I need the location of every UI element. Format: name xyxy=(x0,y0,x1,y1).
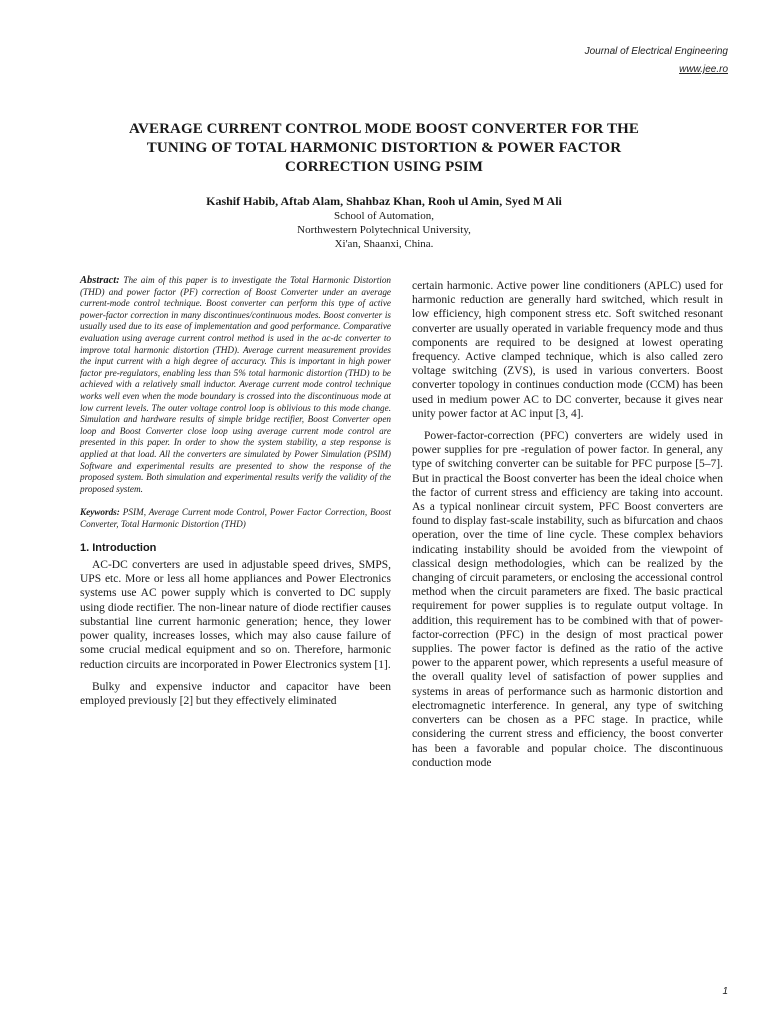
author-list: Kashif Habib, Aftab Alam, Shahbaz Khan, Rooh ul Amin, Syed M Ali xyxy=(206,194,562,208)
right-column xyxy=(412,279,723,770)
body-paragraph: AC-DC converters are used in adjustable speed drives, SMPS, UPS etc. More or less all home appliances and Power Electronics systems use AC power supply which is converted to DC supply using diode rectifier. The non-linear nature of diode rectifier causes substantial line current harmonic generation; hence, they lower power quality, increases losses, which may also cause failure of some crucial medical equipment and so on. Therefore, harmonic reduction circuits are incorporated in Power Electronics system [1]. xyxy=(80,559,391,671)
abstract xyxy=(80,275,391,495)
affiliation xyxy=(100,209,668,251)
page-number: 1 xyxy=(722,986,728,997)
abstract-label: Abstract: xyxy=(80,275,120,286)
paper-title: AVERAGE CURRENT CONTROL MODE BOOST CONVERTER FOR THE TUNING OF TOTAL HARMONIC DISTORTION & POWER FACTOR CORRECTION USING PSIM xyxy=(129,121,639,175)
journal-header xyxy=(585,43,728,79)
left-column xyxy=(80,275,391,708)
journal-url[interactable]: www.jee.ro xyxy=(679,64,728,75)
body-paragraph: certain harmonic. Active power line conditioners (APLC) used for harmonic reduction are generally hard switched, which result in low efficiency, high component stress etc. Soft switched resonant converter are usually operated in variable frequency mode and thus components are required to be designed at lowest operating frequency. Active clamped technique, which is also called zero voltage switching (ZVS), is used in various converters. Boost converter topology in continues conduction mode (CCM) has been used in medium power AC to DC converter, because it gives near unity power factor at AC input [3, 4]. xyxy=(412,280,723,420)
body-paragraph: Power-factor-correction (PFC) converters are widely used in power supplies for pre -regulation of power factor. In general, any type of switching converter can be suitable for PFC purpose [5–7]. But in practical the Boost converter has been the ideal choice when the factor of current stress and efficiency are taking into account. As a typical nonlinear circuit system, PFC Boost converters are found to display fast-scale instability, such as bifurcation and chaos operation, over the time of line cycle. These complex behaviors indicating instability should be avoided from the viewpoint of classical design methodologies, which can be realized by the changing of circuit parameters, or enclosing the accessional control method when the circuit parameters are fixed. The basic practical requirement for power supplies is to regulate output voltage. In addition, this requirement has to be combined with that of power-factor-correction (PFC) in the design of most practical power supplies. The power factor is defined as the ratio of the active power to the apparent power, which represents a useful measure of the overall quality level of satisfaction of power supplies and systems in areas of performance such as harmonic distortion and electromagnetic interference. In general, any type of switching converters can be chosen as a PFC stage. In practice, while considering the current stress and efficiency, the boost converter has been a favorable and popular choice. The discontinuous conduction mode xyxy=(412,430,723,769)
section-heading-introduction: 1. Introduction xyxy=(80,541,157,554)
body-paragraph: Bulky and expensive inductor and capacitor have been employed previously [2] but they effectively eliminated xyxy=(80,680,391,707)
keywords-label: Keywords: xyxy=(80,507,120,518)
affiliation-line: Xi'an, Shaanxi, China. xyxy=(334,238,434,250)
journal-name: Journal of Electrical Engineering xyxy=(584,46,728,57)
affiliation-line: School of Automation, xyxy=(334,210,434,222)
affiliation-line: Northwestern Polytechnical University, xyxy=(297,224,471,236)
abstract-text: The aim of this paper is to investigate the Total Harmonic Distortion (THD) and power factor (PF) correction of Boost Converter under an average current-mode control technique. Boost converter can perform this type of active power-factor correction in many discontinues/continuous modes. Boost converter is usually used due to its ease of implementation and good performance. Comparative evaluation using average current control method is used in the ac-dc converter to improve total harmonic distortion (THD). Average current measurement provides the input current with a high degree of accuracy. This is important in high power factor pre-regulators, enabling less than 5% total harmonic distortion (THD) to be achieved with a relatively small inductor. Average current mode control technique works well even when the mode boundary is crossed into the discontinuous mode at low current levels. The outer voltage control loop is oblivious to this mode change. Simulation and hardware results of simple bridge rectifier, Boost Converter open loop and Boost Converter close loop using average current mode control are presented in this paper. In order to show the system stability, a step response is applied at that load. All the converters are simulated by Power Simulation (PSIM) Software and experimental results are presented to show the response of the proposed system. Both simulation and experimental results verify the validity of the proposed system. xyxy=(80,275,392,494)
keywords-text: PSIM, Average Current mode Control, Power Factor Correction, Boost Converter, Total Harmonic Distortion (THD) xyxy=(80,507,391,530)
keywords xyxy=(80,507,391,531)
